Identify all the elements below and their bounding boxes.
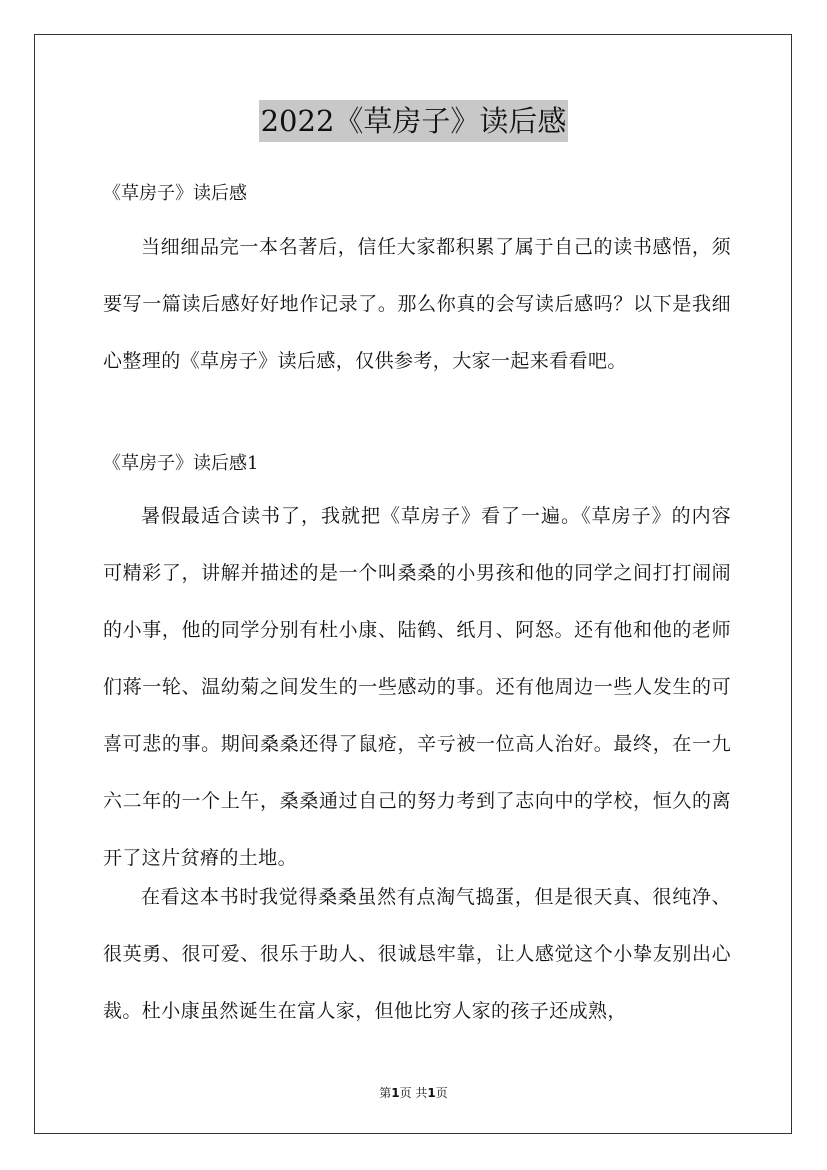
footer-current-page: 1: [391, 1086, 400, 1100]
footer-total-pages: 1: [427, 1086, 436, 1100]
document-title: 2022《草房子》读后感: [259, 100, 569, 142]
footer-middle: 页 共: [399, 1086, 428, 1100]
section-paragraph-2: 在看这本书时我觉得桑桑虽然有点淘气捣蛋，但是很天真、很纯净、很英勇、很可爱、很乐于助人、很诚恳牢靠，让人感觉这个小挚友别出心裁。杜小康虽然诞生在富人家，但他比穷人家的孩子还成熟，: [103, 886, 731, 1022]
intro-heading: 《草房子》读后感: [103, 183, 247, 204]
page-footer: [0, 1085, 827, 1101]
intro-paragraph: 当细细品完一本名著后，信任大家都积累了属于自己的读书感悟，须要写一篇读后感好好地作记录了。那么你真的会写读后感吗？以下是我细心整理的《草房子》读后感，仅供参考，大家一起来看看吧。: [103, 236, 731, 372]
footer-suffix: 页: [435, 1086, 448, 1100]
footer-prefix: 第: [379, 1086, 392, 1100]
section-paragraph-1: 暑假最适合读书了，我就把《草房子》看了一遍。《草房子》的内容可精彩了，讲解并描述的是一个叫桑桑的小男孩和他的同学之间打打闹闹的小事，他的同学分别有杜小康、陆鹤、纸月、阿怒。还有他和他的老师们蒋一轮、温幼菊之间发生的一些感动的事。还有他周边一些人发生的可喜可悲的事。期间桑桑还得了鼠疮，辛亏被一位高人治好。最终，在一九六二年的一个上午，桑桑通过自己的努力考到了志向中的学校，恒久的离开了这片贫瘠的土地。: [103, 505, 731, 869]
document-title-container: [0, 100, 827, 142]
section-heading: 《草房子》读后感1: [103, 453, 259, 474]
